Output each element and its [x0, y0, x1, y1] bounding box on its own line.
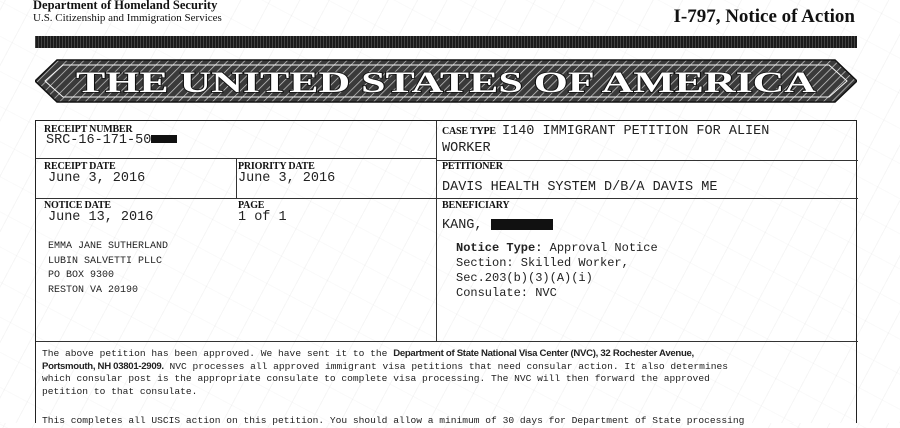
case-type-line2: WORKER [442, 141, 491, 156]
petitioner: DAVIS HEALTH SYSTEM D/B/A DAVIS ME [442, 180, 718, 195]
notice-section-code: Sec.203(b)(3)(A)(i) [456, 271, 593, 285]
notice-type-line [456, 241, 658, 256]
banner-text: THE UNITED STATES OF AMERICA [76, 66, 817, 99]
petitioner-label: PETITIONER [442, 161, 503, 172]
receipt-number-label: RECEIPT NUMBER [44, 124, 133, 135]
address-line: PO BOX 9300 [48, 270, 115, 281]
beneficiary-label: BENEFICIARY [442, 200, 510, 211]
notice-type-value: Approval Notice [549, 241, 658, 255]
banner-ribbon [35, 58, 857, 104]
priority-date-label: PRIORITY DATE [238, 161, 315, 172]
notice-details [456, 241, 658, 301]
address-line: LUBIN SALVETTI PLLC [48, 255, 163, 267]
page-number: 1 of 1 [238, 210, 287, 225]
attorney-address [48, 240, 168, 298]
notice-section: Section: Skilled Worker, [456, 256, 629, 270]
receipt-number: SRC-16-171-50 [46, 133, 177, 148]
notice-date-label: NOTICE DATE [44, 200, 111, 211]
notice-date: June 13, 2016 [48, 210, 154, 225]
priority-date: June 3, 2016 [238, 171, 336, 186]
redaction-mark [491, 219, 553, 230]
subagency-name: U.S. Citizenship and Immigration Services [33, 12, 222, 24]
redaction-mark [151, 135, 177, 143]
completion-paragraph: This completes all USCIS action on this petition. You should allow a minimum of 30 days for Department of State processing [42, 415, 745, 426]
address-line: RESTON VA 20190 [48, 284, 139, 296]
agency-name: Department of Homeland Security [33, 0, 218, 12]
approval-paragraph: The above petition has been approved. We have sent it to the Department of State National Visa Center (NVC), 32 Rochester Avenue, Portsmouth, NH 03801-2909. NVC processes all approved immigrant visa petitions that need consular action. It also determines which consular post is the appropriate consulate to complete visa processing. The NVC will then forward the approved petition to that consulate. [42, 348, 728, 397]
case-type-label: CASE TYPE [442, 126, 496, 137]
case-type-line1: I140 IMMIGRANT PETITION FOR ALIEN [502, 124, 770, 139]
address-line: EMMA JANE SUTHERLAND [48, 241, 169, 252]
notice-consulate: Consulate: NVC [456, 286, 557, 300]
nvc-city: Portsmouth, NH 03801-2909. [42, 360, 164, 372]
beneficiary: KANG, [442, 218, 553, 233]
nvc-address: Department of State National Visa Center (NVC), 32 Rochester Avenue, [393, 348, 694, 359]
form-title: I-797, Notice of Action [673, 6, 855, 27]
header-rule [35, 36, 857, 48]
page-label: PAGE [238, 200, 265, 211]
notice-form-box [35, 120, 857, 426]
receipt-date-label: RECEIPT DATE [44, 161, 116, 172]
receipt-date: June 3, 2016 [48, 171, 146, 186]
notice-type-label: Notice Type: [456, 241, 543, 255]
